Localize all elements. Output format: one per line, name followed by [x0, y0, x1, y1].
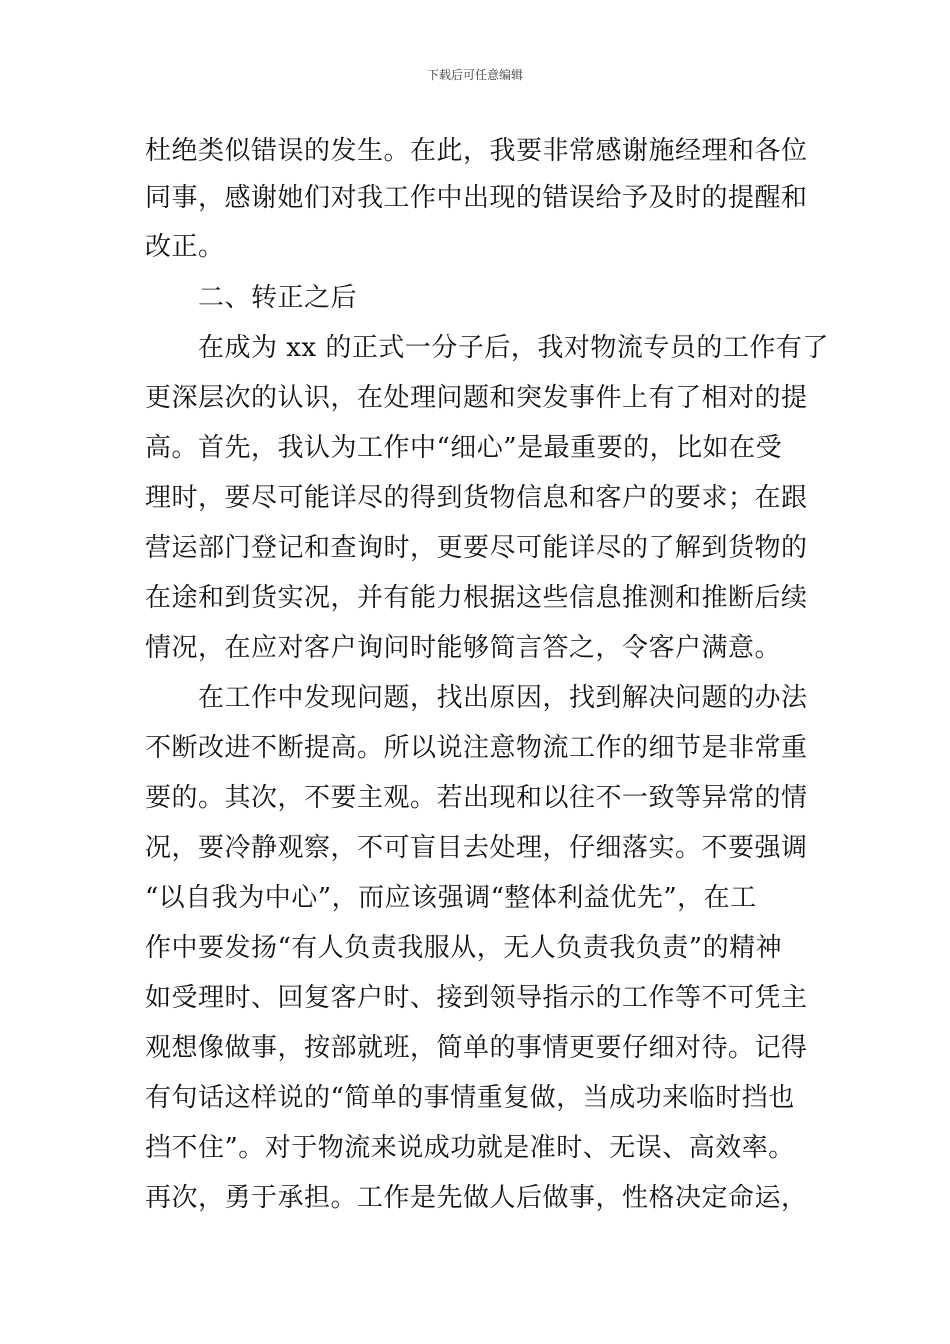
text-line: 如受理时、回复客户时、接到领导指示的工作等不可凭主	[145, 983, 808, 1013]
text-line: 理时，要尽可能详尽的得到货物信息和客户的要求；在跟	[145, 483, 808, 513]
text-line: 要的。其次，不要主观。若出现和以往不一致等异常的情	[145, 783, 808, 813]
text-line: 杜绝类似错误的发生。在此，我要非常感谢施经理和各位	[145, 136, 808, 166]
text-line: 作中要发扬“有人负责我服从，无人负责我负责”的精神	[145, 933, 783, 963]
text-line: 有句话这样说的“简单的事情重复做，当成功来临时挡也	[145, 1083, 795, 1113]
text-line: 高。首先，我认为工作中“细心”是最重要的，比如在受	[145, 433, 783, 463]
text-line: 在途和到货实况，并有能力根据这些信息推测和推断后续	[145, 583, 808, 613]
text-line: 观想像做事，按部就班，简单的事情更要仔细对待。记得	[145, 1033, 808, 1063]
text-line: 挡不住”。对于物流来说成功就是准时、无误、高效率。	[145, 1133, 795, 1163]
text-line: 营运部门登记和查询时，更要尽可能详尽的了解到货物的	[145, 533, 808, 563]
text-line: 在成为 xx 的正式一分子后，我对物流专员的工作有了	[198, 333, 829, 363]
text-line: 在工作中发现问题，找出原因，找到解决问题的办法	[198, 683, 808, 713]
text-line: 改正。	[145, 232, 225, 262]
text-line: 情况，在应对客户询问时能够简言答之，令客户满意。	[145, 633, 782, 663]
section-heading: 二、转正之后	[198, 283, 358, 313]
text-line: 更深层次的认识，在处理问题和突发事件上有了相对的提	[145, 383, 808, 413]
text-line: 不断改进不断提高。所以说注意物流工作的细节是非常重	[145, 733, 808, 763]
text-line: 同事，感谢她们对我工作中出现的错误给予及时的提醒和	[145, 183, 808, 213]
text-line: “以自我为中心”，而应该强调“整体利益优先”，在工	[145, 883, 757, 913]
text-line: 再次，勇于承担。工作是先做人后做事，性格决定命运，	[145, 1183, 808, 1213]
text-line: 况，要冷静观察，不可盲目去处理，仔细落实。不要强调	[145, 833, 808, 863]
page-header: 下载后可任意编辑	[426, 68, 523, 82]
